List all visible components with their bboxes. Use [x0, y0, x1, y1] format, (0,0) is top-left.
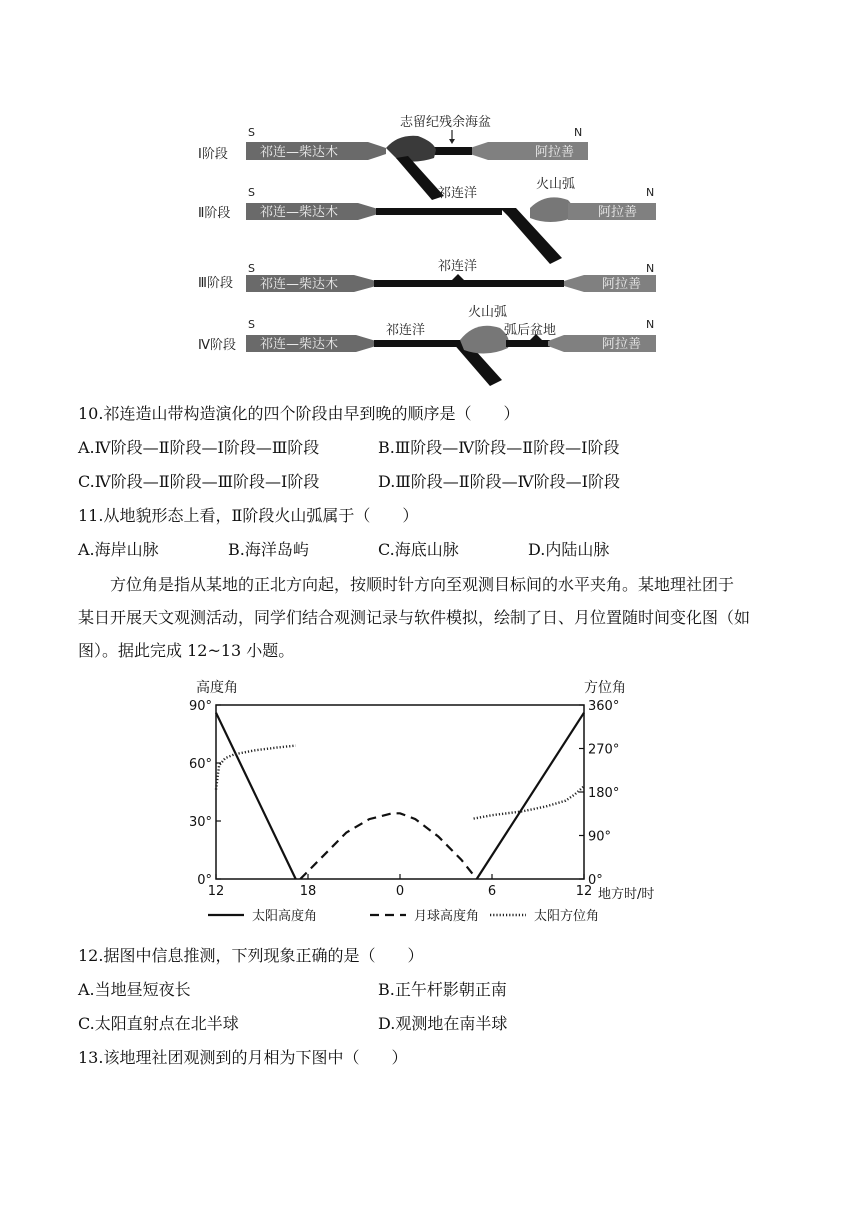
stage-2-ocean: [376, 208, 502, 215]
stage-3-right-name: 阿拉善: [602, 277, 642, 292]
question-11-stem: 11.从地貌形态上看，Ⅱ阶段火山弧属于（ ）: [78, 506, 419, 525]
stage-4-label: Ⅳ阶段: [198, 338, 236, 353]
stage-2-volcanic-arc: [530, 197, 573, 222]
stage-3-s-label: S: [248, 262, 255, 275]
stage-4-ocean: [374, 340, 466, 347]
stage-1-label: Ⅰ阶段: [198, 147, 228, 162]
stage-4-backarc-basin: [506, 340, 550, 347]
sun-azimuth-line: [474, 786, 584, 818]
stage-3-ridge: [452, 274, 464, 280]
tectonic-stage-diagram: [190, 108, 670, 390]
left-tick-label: 90°: [188, 699, 212, 714]
sun-altitude-line: [477, 713, 584, 879]
question-10-option-d: D.Ⅲ阶段—Ⅱ阶段—Ⅳ阶段—Ⅰ阶段: [378, 472, 620, 491]
sun-moon-chart: [180, 674, 680, 930]
stage-2-s-label: S: [248, 186, 255, 199]
stage-1-right-name: 阿拉善: [535, 145, 575, 160]
x-tick-label: 18: [299, 884, 317, 899]
question-10-option-c: C.Ⅳ阶段—Ⅱ阶段—Ⅲ阶段—Ⅰ阶段: [78, 472, 320, 491]
sun-altitude-line: [216, 713, 296, 879]
question-11-option-b: B.海洋岛屿: [228, 540, 309, 559]
question-12-stem: 12.据图中信息推测，下列现象正确的是（ ）: [78, 946, 424, 965]
stage-3-ocean-label: 祁连洋: [438, 259, 478, 274]
right-tick-label: 360°: [588, 699, 620, 714]
sun-azimuth-line: [216, 746, 296, 790]
stage-1-slab: [396, 156, 444, 200]
stage-3-ocean: [374, 280, 564, 287]
stage-4-left-name: 祁连—柴达木: [260, 337, 339, 352]
stage-2-left-name: 祁连—柴达木: [260, 205, 339, 220]
question-10-option-a: A.Ⅳ阶段—Ⅱ阶段—Ⅰ阶段—Ⅲ阶段: [78, 438, 320, 457]
x-tick-label: 0: [395, 884, 405, 899]
question-12-option-c: C.太阳直射点在北半球: [78, 1014, 239, 1033]
stage-3-left-name: 祁连—柴达木: [260, 277, 339, 292]
question-11-option-c: C.海底山脉: [378, 540, 459, 559]
stage-1-left-name: 祁连—柴达木: [260, 145, 339, 160]
question-12-option-d: D.观测地在南半球: [378, 1014, 508, 1033]
stage-1-n-label: N: [574, 126, 583, 139]
legend-sun-azimuth-label: 太阳方位角: [534, 909, 600, 924]
stage-2-label: Ⅱ阶段: [198, 206, 231, 221]
stage-4-right-name: 阿拉善: [602, 337, 642, 352]
chart-series: [216, 713, 584, 879]
plot-frame: [216, 705, 584, 879]
question-10-option-b: B.Ⅲ阶段—Ⅳ阶段—Ⅱ阶段—Ⅰ阶段: [378, 438, 620, 457]
right-tick-label: 90°: [588, 829, 612, 845]
question-11-option-a: A.海岸山脉: [78, 540, 159, 559]
stage-4-arc-label: 火山弧: [468, 305, 508, 320]
axis-ticks: [189, 699, 619, 899]
stage-3-n-label: N: [646, 262, 655, 275]
left-tick-label: 30°: [188, 815, 212, 830]
x-tick-label: 12: [207, 884, 225, 899]
stage-4-s-label: S: [248, 318, 255, 331]
stage-4-ocean-label: 祁连洋: [386, 323, 426, 338]
legend-sun-altitude-label: 太阳高度角: [252, 909, 318, 924]
question-11-option-d: D.内陆山脉: [528, 540, 610, 559]
stage-4-n-label: N: [646, 318, 655, 331]
legend-moon-altitude-label: 月球高度角: [414, 909, 480, 924]
intro-line-1: 方位角是指从某地的正北方向起，按顺时针方向至观测目标间的水平夹角。某地理社团于: [110, 575, 735, 594]
stage-4-volcanic-arc: [460, 326, 509, 354]
right-axis-title: 方位角: [584, 680, 626, 696]
stage-1-row: [198, 114, 588, 200]
stage-1-s-label: S: [248, 126, 255, 139]
stage-1-seaway: [430, 147, 472, 155]
intro-paragraph: [78, 568, 780, 667]
intro-line-2: 某日开展天文观测活动，同学们结合观测记录与软件模拟，绘制了日、月位置随时间变化图（如: [78, 608, 751, 627]
stage-2-arc-label: 火山弧: [536, 177, 576, 192]
left-tick-label: 0°: [197, 873, 212, 888]
stage-2-ocean-label: 祁连洋: [438, 186, 478, 201]
right-tick-label: 0°: [588, 873, 603, 888]
question-10-stem: 10.祁连造山带构造演化的四个阶段由早到晚的顺序是（ ）: [78, 404, 520, 423]
left-tick-label: 60°: [188, 757, 212, 772]
intro-line-3: 图）。据此完成 12~13 小题。: [78, 641, 295, 660]
stage-3-row: [198, 259, 656, 292]
x-tick-label: 12: [575, 884, 593, 899]
question-12-option-b: B.正午杆影朝正南: [378, 980, 507, 999]
question-12-option-a: A.当地昼短夜长: [78, 980, 191, 999]
x-tick-label: 6: [487, 884, 497, 899]
stage-1-top-label: 志留纪残余海盆: [400, 115, 492, 130]
left-axis-title: 高度角: [196, 680, 238, 696]
stage-4-basin-label: 弧后盆地: [504, 323, 557, 338]
right-tick-label: 270°: [588, 742, 620, 758]
moon-altitude-line: [300, 813, 476, 879]
right-tick-label: 180°: [588, 786, 620, 801]
stage-4-row: [198, 304, 656, 386]
stage-2-right-name: 阿拉善: [598, 205, 638, 220]
stage-1-residual-basin: [386, 136, 436, 162]
x-axis-title: 地方时/时: [598, 887, 655, 902]
chart-legend: [208, 908, 599, 924]
question-13-stem: 13.该地理社团观测到的月相为下图中（ ）: [78, 1048, 408, 1067]
stage-3-label: Ⅲ阶段: [198, 276, 233, 291]
stage-2-n-label: N: [646, 186, 655, 199]
